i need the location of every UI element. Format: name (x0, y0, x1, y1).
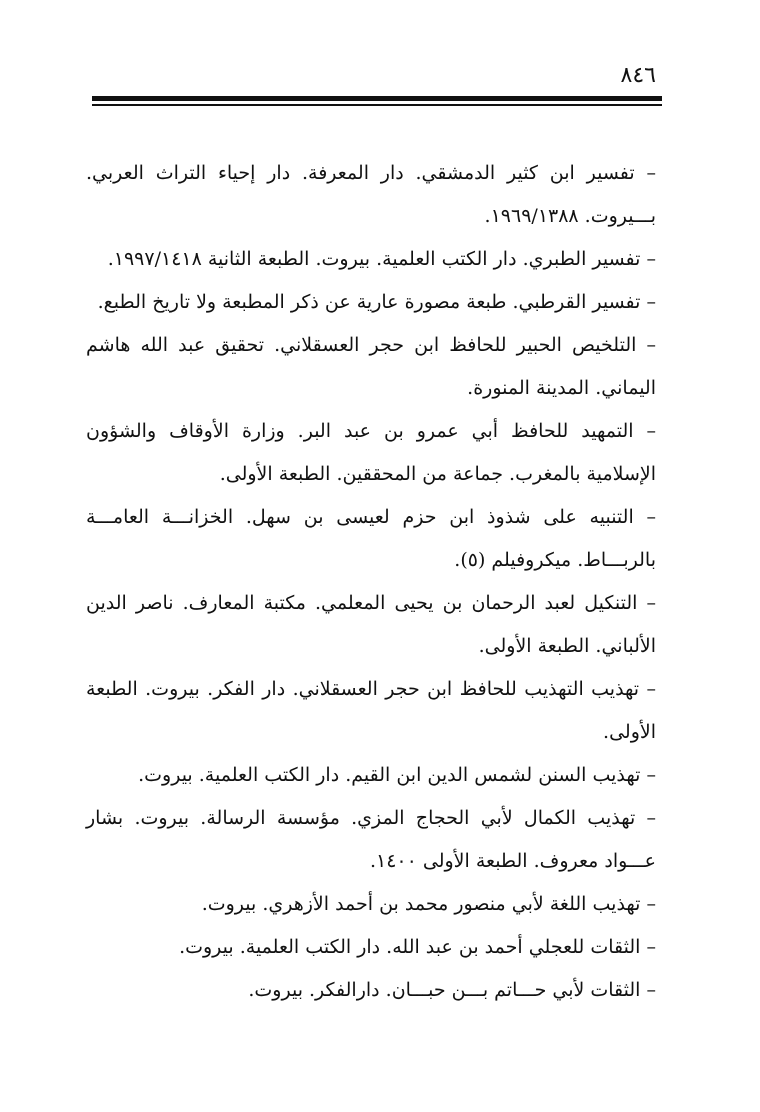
header-rule-thin (92, 104, 662, 106)
bibliography-entry: – التلخيص الحبير للحافظ ابن حجر العسقلاني. تحقيق عبد الله هاشم اليماني. المدينة المنورة. (86, 334, 656, 399)
bibliography-entry: – التنبيه على شذوذ ابن حزم لعيسى بن سهل. الخزانـــة العامـــة بالربـــاط. ميكروفيلم (٥). (86, 506, 656, 571)
bibliography-entry: – التمهيد للحافظ أبي عمرو بن عبد البر. وزارة الأوقاف والشؤون الإسلامية بالمغرب. جماعة من المحققين. الطبعة الأولى. (86, 420, 656, 485)
bibliography-entry: – الثقات لأبي حـــاتم بـــن حبـــان. دارالفكر. بيروت. (248, 979, 656, 1001)
page-number: ٨٤٦ (620, 63, 656, 88)
bibliography-entry: – تهذيب السنن لشمس الدين ابن القيم. دار الكتب العلمية. بيروت. (138, 764, 656, 786)
bibliography-entry: – تفسير الطبري. دار الكتب العلمية. بيروت. الطبعة الثانية ١٩٩٧/١٤١٨. (107, 248, 656, 270)
bibliography-entry: – الثقات للعجلي أحمد بن عبد الله. دار الكتب العلمية. بيروت. (179, 936, 656, 958)
header-rule-thick (92, 96, 662, 101)
bibliography-entry: – تفسير القرطبي. طبعة مصورة عارية عن ذكر المطبعة ولا تاريخ الطبع. (97, 291, 656, 313)
bibliography-entry: – التنكيل لعبد الرحمان بن يحيى المعلمي. مكتبة المعارف. ناصر الدين الألباني. الطبعة الأولى. (86, 592, 656, 657)
bibliography-entry: – تفسير ابن كثير الدمشقي. دار المعرفة. دار إحياء التراث العربي. بـــيروت. ١٩٦٩/١٣٨٨. (86, 162, 656, 227)
bibliography-entry: – تهذيب التهذيب للحافظ ابن حجر العسقلاني. دار الفكر. بيروت. الطبعة الأولى. (86, 678, 656, 743)
bibliography-entry: – تهذيب اللغة لأبي منصور محمد بن أحمد الأزهري. بيروت. (201, 893, 656, 915)
bibliography-list (86, 152, 656, 1012)
bibliography-entry: – تهذيب الكمال لأبي الحجاج المزي. مؤسسة الرسالة. بيروت. بشار عـــواد معروف. الطبعة الأولى ١٤٠٠. (86, 807, 656, 872)
